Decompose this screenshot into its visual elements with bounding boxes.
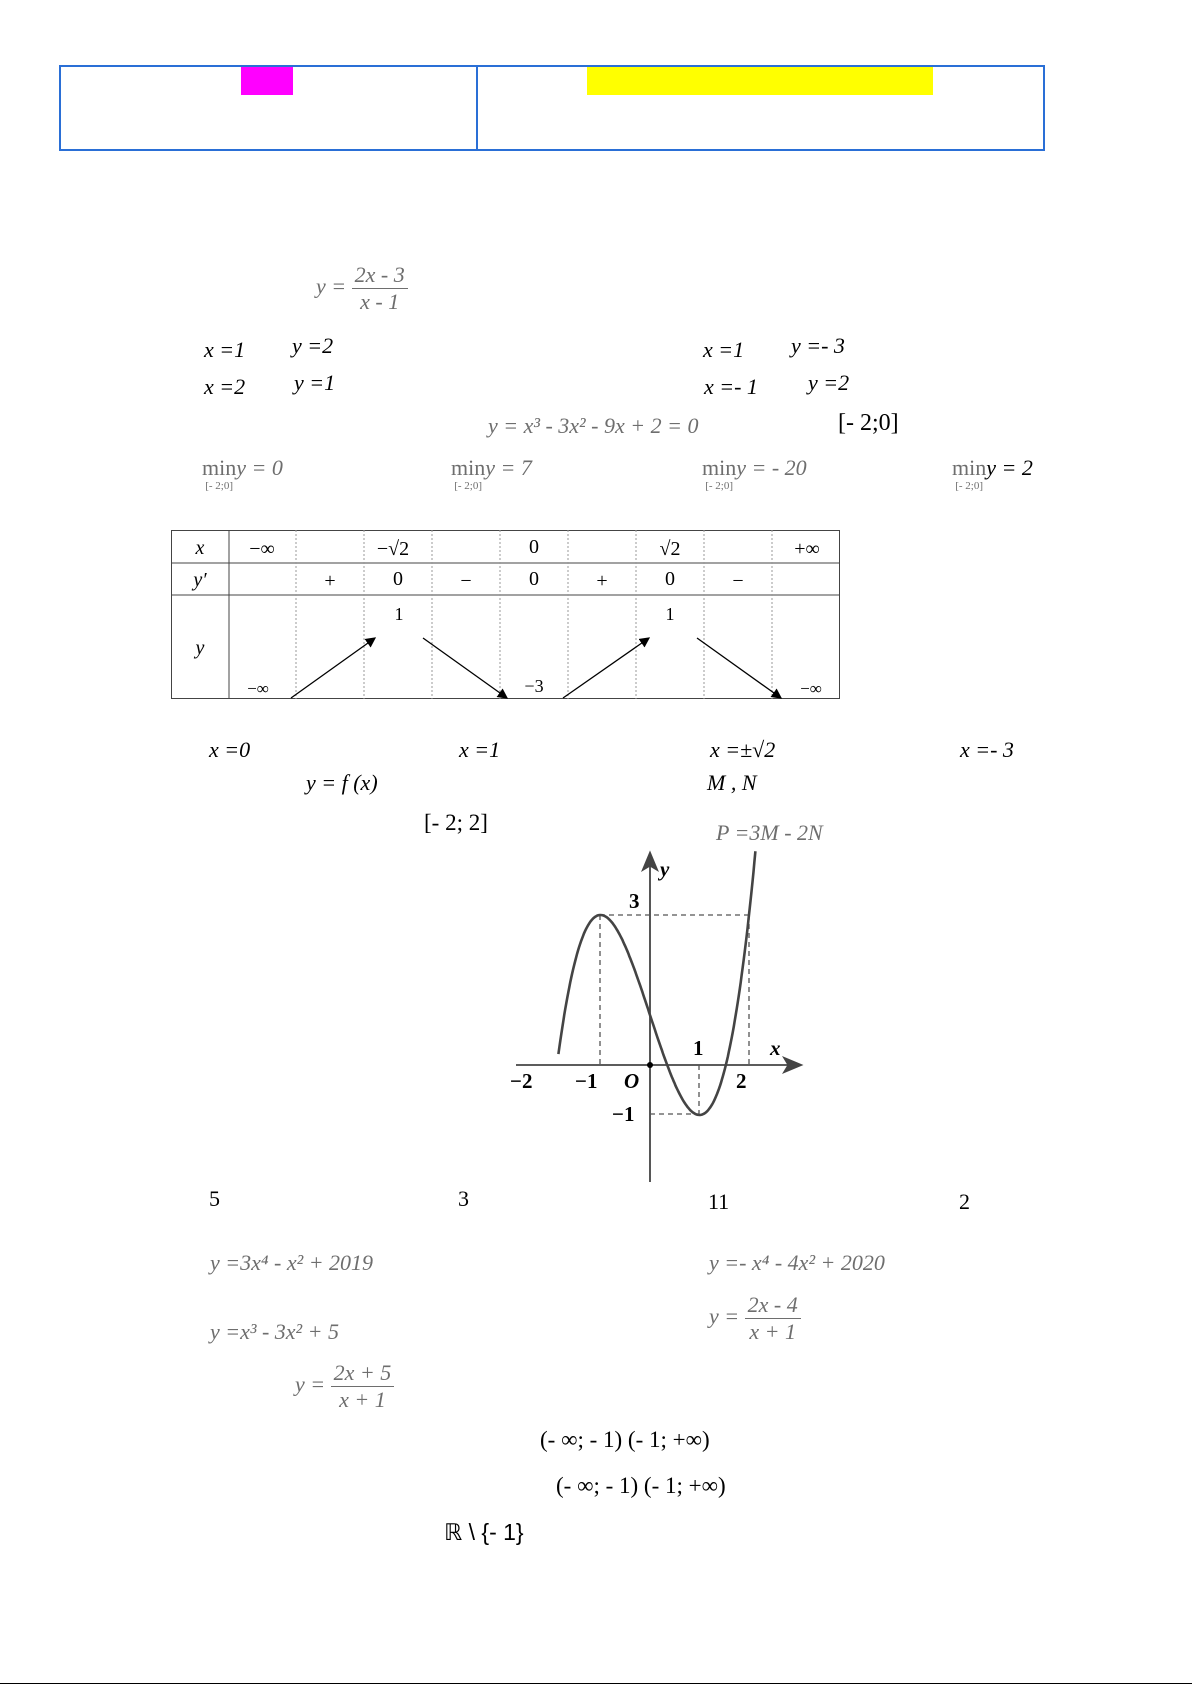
- tick-x-1: 1: [693, 1036, 704, 1060]
- tick-x-2: 2: [736, 1069, 747, 1093]
- sign-2: 0: [393, 568, 403, 590]
- q3-option-c: x =±√2: [710, 737, 776, 762]
- q1-option-b-x: x =1: [703, 337, 745, 362]
- tick-x-neg1: −1: [575, 1069, 598, 1093]
- sign-3: −: [460, 570, 472, 592]
- q2-d-val: y = 2: [986, 455, 1033, 480]
- table-label-yprime: y′: [193, 569, 207, 591]
- arrow-increase-1: [291, 638, 375, 698]
- q3-option-b: x =1: [459, 737, 501, 762]
- q1-option-a-y: y =2: [292, 333, 334, 358]
- q2-d-min: min: [952, 455, 987, 480]
- sign-1: +: [324, 570, 336, 592]
- variation-table: [171, 530, 841, 700]
- q5-option-b: 3: [458, 1186, 469, 1211]
- q7-denominator: x + 1: [339, 1387, 386, 1412]
- q4-function: y = f (x): [306, 770, 378, 795]
- x-value-zero: 0: [529, 536, 539, 558]
- table-label-x: x: [195, 537, 205, 559]
- sign-6: 0: [665, 568, 675, 590]
- q1-numerator: 2x - 3: [352, 262, 408, 289]
- q6-option-c: y =x³ - 3x² + 5: [210, 1319, 340, 1344]
- page-bottom-rule: [0, 1683, 1192, 1684]
- q2-equation: y = x³ - 3x² - 9x + 2 = 0: [488, 413, 699, 438]
- q2-b-sub: [- 2;0]: [454, 480, 483, 492]
- q2-a-sub: [- 2;0]: [205, 480, 234, 492]
- tick-y-neg1: −1: [612, 1102, 635, 1126]
- q1-option-b-y: y =- 3: [791, 333, 845, 358]
- q1-function: [316, 262, 408, 315]
- q2-option-c: [702, 455, 807, 491]
- q7-function: [295, 1360, 394, 1413]
- q1-option-c-y: y =1: [294, 370, 336, 395]
- x-value-pos-inf: +∞: [794, 538, 820, 560]
- y-value-3: −3: [524, 676, 544, 696]
- sign-5: +: [596, 570, 608, 592]
- q2-option-b: [451, 455, 532, 491]
- q2-interval: [- 2;0]: [838, 410, 899, 436]
- q6-d-numerator: 2x - 4: [745, 1292, 801, 1319]
- q7-lhs: y =: [295, 1371, 326, 1397]
- q4-interval: [- 2; 2]: [424, 810, 488, 835]
- q1-denominator: x - 1: [360, 289, 400, 314]
- q1-option-a-x: x =1: [204, 337, 246, 362]
- table-label-y: y: [195, 637, 205, 659]
- q7-option-a: (- ∞; - 1) (- 1; +∞): [540, 1427, 710, 1452]
- origin-point: [647, 1062, 653, 1068]
- arrow-decrease-1: [423, 638, 507, 698]
- tick-x-neg2: −2: [510, 1069, 533, 1093]
- q6-d-fraction: [745, 1292, 801, 1345]
- cubic-graph: [500, 846, 820, 1186]
- arrow-decrease-2: [697, 638, 781, 698]
- q2-a-min: min: [202, 455, 237, 480]
- origin-label: O: [624, 1069, 640, 1093]
- header-divider: [476, 67, 478, 149]
- q6-d-lhs: y =: [709, 1303, 740, 1329]
- q5-option-c: 11: [708, 1189, 730, 1214]
- q6-option-a: y =3x⁴ - x² + 2019: [210, 1250, 374, 1275]
- q6-option-d: [709, 1292, 801, 1345]
- q4-expression: P =3M - 2N: [716, 820, 823, 845]
- y-value-1: −∞: [247, 679, 269, 698]
- q6-option-b: y =- x⁴ - 4x² + 2020: [709, 1250, 885, 1275]
- q2-b-min: min: [451, 455, 486, 480]
- highlight-magenta: [241, 67, 293, 95]
- q7-option-b: (- ∞; - 1) (- 1; +∞): [556, 1473, 726, 1498]
- x-value-neg-sqrt2: −√2: [376, 538, 410, 560]
- q1-fraction: [352, 262, 408, 315]
- q2-d-sub: [- 2;0]: [955, 480, 984, 492]
- q2-c-sub: [- 2;0]: [705, 480, 734, 492]
- q5-option-d: 2: [959, 1189, 970, 1214]
- q2-c-min: min: [702, 455, 737, 480]
- y-value-2: 1: [394, 604, 404, 624]
- y-value-5: −∞: [800, 679, 822, 698]
- highlight-yellow: [587, 67, 933, 95]
- x-value-neg-inf: −∞: [249, 538, 275, 560]
- q1-option-d-x: x =- 1: [704, 374, 758, 399]
- q2-a-val: y = 0: [236, 455, 283, 480]
- q6-d-denominator: x + 1: [749, 1319, 796, 1344]
- sign-4: 0: [529, 568, 539, 590]
- axis-label-y: y: [660, 857, 670, 881]
- q1-lhs: y =: [316, 273, 347, 299]
- axis-label-x: x: [770, 1036, 781, 1060]
- q2-c-val: y = - 20: [736, 455, 807, 480]
- q3-option-d: x =- 3: [960, 737, 1014, 762]
- q1-option-c-x: x =2: [204, 374, 246, 399]
- sign-7: −: [732, 570, 744, 592]
- q3-option-a: x =0: [209, 737, 251, 762]
- x-value-sqrt2: √2: [659, 538, 681, 560]
- q2-option-a: [202, 455, 283, 491]
- q7-fraction: [331, 1360, 395, 1413]
- tick-y-3: 3: [629, 889, 640, 913]
- q7-numerator: 2x + 5: [331, 1360, 395, 1387]
- q2-option-d: [952, 455, 1033, 491]
- q7-option-c: ℝ \ {- 1}: [444, 1519, 524, 1545]
- q4-points: M , N: [707, 770, 757, 795]
- q1-option-d-y: y =2: [808, 370, 850, 395]
- q5-option-a: 5: [209, 1186, 220, 1211]
- y-value-4: 1: [665, 604, 675, 624]
- q2-b-val: y = 7: [485, 455, 532, 480]
